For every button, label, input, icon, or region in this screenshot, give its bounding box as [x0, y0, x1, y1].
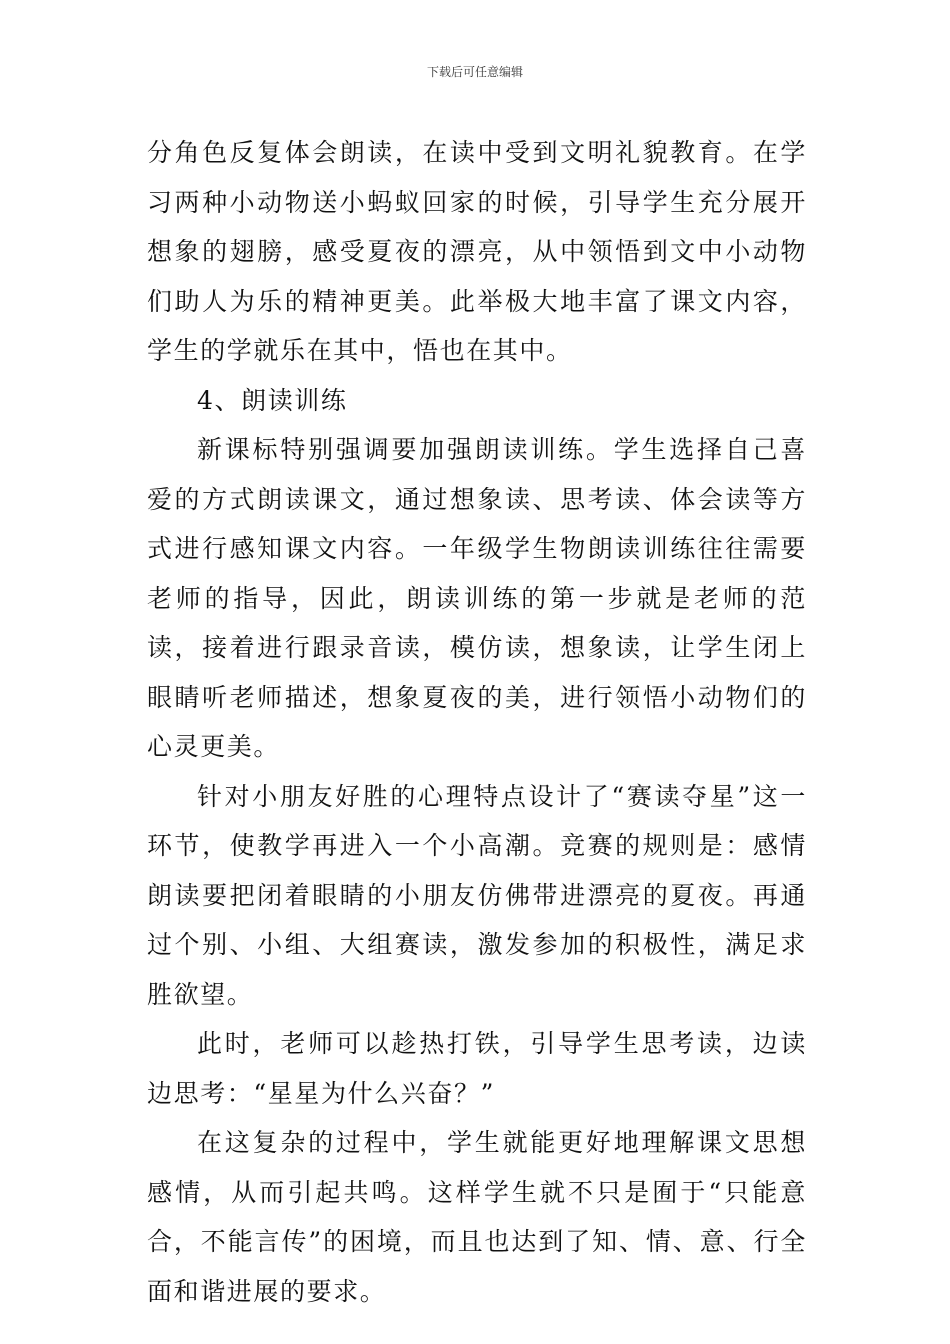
paragraph-conclusion: 在这复杂的过程中，学生就能更好地理解课文思想感情，从而引起共鸣。这样学生就不只是囿于“只能意合，不能言传”的困境，而且也达到了知、情、意、行全面和谐进展的要求。 — [147, 1128, 807, 1306]
paragraph-continuation: 分角色反复体会朗读，在读中受到文明礼貌教育。在学习两种小动物送小蚂蚁回家的时候，引导学生充分展开想象的翅膀，感受夏夜的漂亮，从中领悟到文中小动物们助人为乐的精神更美。此举极大地丰富了课文内容，学生的学就乐在其中，悟也在其中。 — [147, 138, 807, 365]
paragraph-reading-training: 新课标特别强调要加强朗读训练。学生选择自己喜爱的方式朗读课文，通过想象读、思考读、体会读等方式进行感知课文内容。一年级学生物朗读训练往往需要老师的指导，因此，朗读训练的第一步就是老师的范读，接着进行跟录音读，模仿读，想象读，让学生闭上眼睛听老师描述，想象夏夜的美，进行领悟小动物们的心灵更美。 — [147, 435, 807, 761]
document-body — [147, 128, 807, 1316]
section-heading: 4、朗读训练 — [197, 385, 348, 415]
page-header-note: 下载后可任意编辑 — [426, 65, 523, 79]
paragraph-thinking-reading: 此时，老师可以趁热打铁，引导学生思考读，边读边思考：“星星为什么兴奋？” — [147, 1029, 807, 1108]
paragraph-reading-contest: 针对小朋友好胜的心理特点设计了“赛读夺星”这一环节，使教学再进入一个小高潮。竞赛的规则是：感情朗读要把闭着眼睛的小朋友仿佛带进漂亮的夏夜。再通过个别、小组、大组赛读，激发参加的积极性，满足求胜欲望。 — [147, 781, 807, 1009]
